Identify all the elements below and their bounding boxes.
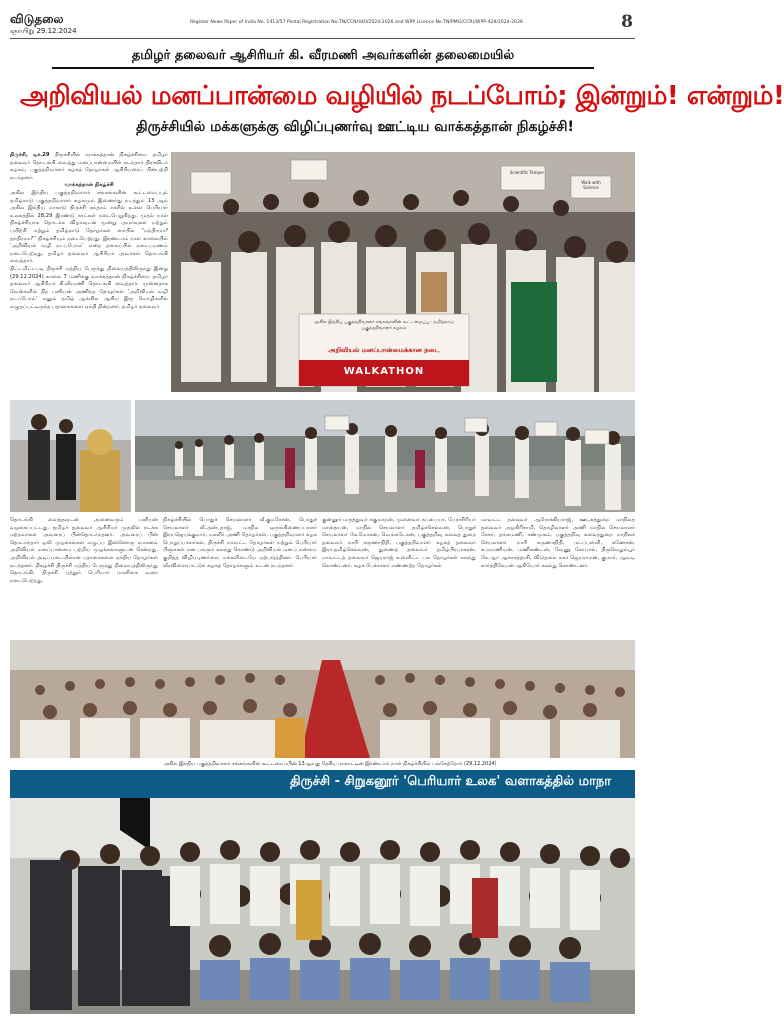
walkathon-banner-org: அகில இந்திய பகுத்தறிவாளர் சங்கங்களின் கூட்டமைப்பு - தமிழ்நாடு பகுத்தறிவாளர் கழகம் [314, 320, 454, 331]
statue-photo-image [10, 400, 131, 512]
kicker-headline: தமிழர் தலைவர் ஆசிரியர் கி. வீரமணி அவர்களின் தலைமையில் [52, 45, 594, 69]
sub-headline: திருச்சியில் மக்களுக்கு விழிப்புணர்வு ஊட்டிய வாக்கத்தான் நிகழ்ச்சி! [136, 119, 574, 135]
newspaper-name: விடுதலை [10, 12, 64, 26]
dateline: திருச்சி, டிச.29 [10, 152, 50, 158]
article-column-lower-4: மாவட்ட தலைவர் ஆரோக்கியராஜ், ஊடகத்துறை மாநிலத் தலைவர் அழகிரிசாமி, தொழிலாளர் அணி மாநில செயலாளர் சேகர், தங்கமணி, சண்முகம், பகுத்தறிவு கலைத்துறை மாநிலச் செயலாளர் மாரி கருணாநிதி, மடப்பள்ளி, கணேசன், சுப்ரமணியன், மணிகண்டன், வேணு கோபால், திருவெறும்பூர் கே.ஆர் ஆகாசத்தரசி, விடுதலை நகர் ஜெயராமன், குமார், ஆவடி கார்த்திகேயன் ஆகியோர் கலந்து கொண்டனர். [481, 517, 635, 569]
body-text-2: திட்டமிட்டபடி திருச்சி மத்திய பேருந்து நிலையத்திலிருந்து இன்று (29.12.2024) காலை 7 மணிக்கு வாக்கத்தான் நிகழ்ச்சியை தமிழர் தலைவர் ஆசிரியர் கி.வீரமணி தொடங்கி வைத்தார். முன்னதாக வேன்களில் நிற பனியன் அணிந்த தோழர்கள் ‘அறிவியல் வழி நடப்போம்’ எனும் தமிழ் ஆங்கில ஆகிய இரு மொழிகளில் எழுதப்பட்டிருந்த பதாகைகளை ஏந்தி நின்றனர். தமிழர் தலைவர் [10, 265, 168, 310]
walkathon-banner-tamil: அறிவியல் மனப்பான்மைக்கான நடை [328, 346, 440, 354]
masthead-rule [10, 38, 635, 39]
page-number: 8 [621, 12, 633, 32]
placard-text-1: Scientific Temper [509, 170, 545, 175]
issue-date: ஞாயிறு 29.12.2024 [10, 27, 77, 35]
registration-line: Register News Paper of India No. 1413/57 Postal Registration No.TN/CCN/440/2024-2026 and WPP Licence No.TN/PMG(CCR)/WPP-429/2024-2026 [190, 20, 523, 25]
conference-photo-caption: அகில இந்திய பகுத்தறிவாளர் சங்கங்களின் கூட்டமைப்பின் 13ஆவது தேசிய மாநாட்டின் இரண்டாம் நாள் நிகழ்ச்சியில் பங்கேற்றோர் (29.12.2024) [163, 761, 497, 767]
walkathon-photo [171, 152, 635, 392]
group-photo-banner-text: திருச்சி - சிறுகனூர் 'பெரியார் உலக' வளாகத்தில் மாநா [290, 774, 612, 789]
intro-text: திருச்சியில் வாக்கத்தான் நிகழ்ச்சியை தமிழர் தலைவர் தொடங்கி வைத்து மனப்பான்மையில் நடந்தார் திராவிடர் கழகம், பகுத்தறிவாளர் கழகத் தோழர்கள் ஆசிரியரைப் பின்பற்றி நடந்தனர். [10, 152, 169, 181]
placard-text-2: Walk with Science [581, 180, 601, 190]
main-headline: அறிவியல் மனப்பான்மை வழியில் நடப்போம்; இன்றும்! என்றும்! [20, 81, 784, 111]
group-photo [10, 770, 635, 1014]
statue-photo [10, 400, 131, 512]
street-march-photo [135, 400, 635, 512]
article-column-lower-3: குன்னூர் மருத்துவர் சுகுமாறன், முனைவர் சுப்பையா, பேராசிரியர் மாதையன், மாநில செயலாளர் தமிழ்ச்செல்வன், பொதுச் செயலாளர் கே.மோகன், வெங்கடேசன், பகுத்தறிவு கலைத் துறை தலைவர் மாரி கருணாநிதி, பகுத்தறிவாளர் கழகத் தலைவர் இரா.தமிழ்செல்வன், துணைத் தலைவர் தமிழ்பிரபாகரன், மாவட்டத் தலைவர் ஜெயராஜ் உள்ளிட்ட பல தோழர்கள் கலந்து கொண்டனர். கழக பேச்சாளர் எண்ணற்ற தோழர்கள் [322, 517, 476, 569]
section-heading: வாக்கத்தான் நிகழ்ச்சி [64, 182, 114, 189]
conference-audience-photo [10, 640, 635, 758]
group-photo-image [10, 770, 635, 1014]
body-text-1: அகில இந்திய பகுத்தறிவாளர் சங்கங்களின் கூட்டமைப்பும் தமிழ்நாடு பகுத்தறிவாளர் கழகமும் இணைந்து நடத்தும் 13 ஆம் அகில இந்திய மாநாடு திருச்சி சுந்தரம் நகரில் உள்ள பெரியார் உலகத்தில் 28,29 இரண்டு நாட்கள் நடைபெறுகிறது. முதல் நாள் நிகழ்ச்சியாக தொடக்க விழாவுடன் மூன்று அமர்வுகள் மற்றும் பயிற்சி மற்றும் தமிழ்நாடு தோழர்கள் சார்பில் “மந்திரமா? தந்திரமா?” நிகழ்ச்சியும் நடைபெற்றது. இரண்டாம் நாள் காலையில் ‘அறிவியல் வழி நடப்போம்’ என்ற தலைப்பில் நடைபயணம் நடைபெற்றது. தமிழர் தலைவர் ஆசிரியர் அவர்கள் தொடங்கி வைத்தார். [10, 189, 168, 265]
street-march-image [135, 400, 635, 512]
walkathon-banner-label: WALKATHON [343, 366, 425, 377]
conference-audience-image [10, 640, 635, 758]
article-column-1 [10, 152, 168, 394]
article-column-lower-2: நிகழ்ச்சியில் பொதுச் செயலாளர் வீ.குமரேசன், பொதுச் செயலாளர் வீ.அன்புராஜ், மாநில ஒருங்கிணைப்பாளர் இரா.ஜெயக்குமார், மகளிர் அணி தோழர்கள், பகுத்தறிவாளர் கழக பொறுப்பாளர்கள், திருச்சி மாவட்ட தோழர்கள் மற்றும் பெரியார் பிஞ்சுகள் என பலரும் கலந்து கொண்டு அறிவியல் மனப்பான்மை குறித்த விழிப்புணர்வை மக்களிடையே ஏற்படுத்தினர். பெரியார் வீரவிளையாட்டுக் கழகத் தோழர்களும் உடன் நடந்தனர். [163, 517, 317, 569]
walkathon-photo-image [171, 152, 635, 392]
article-column-lower-1: தொடங்கி வைத்தவுடன் அனைவரும் பனியன் வழங்கப்பட்டது. தமிழர் தலைவர் ஆசிரியர் முதலில் நடக்க மற்றவர்கள் அவரைப் பின்தொடர்ந்தனர். அவரைப் பின் தொடர்ந்தார் ஒலி முழக்கங்கள் எழுப்ப இன்னொரு வாகனம் அறிவியல் மனப்பான்மை பற்றிய முழக்கங்களுடன் சென்றது. அறிவியல் அடிப்படையிலான பதாகைகளை ஏந்திய தோழர்கள் நடந்தனர். நிகழ்ச்சி திருச்சி மத்திய பேருந்து நிலையத்திலிருந்து தொடங்கி, திருச்சி புத்தூர் பெரியார் மாளிகை வரை நடைபெற்றது. [10, 517, 158, 584]
